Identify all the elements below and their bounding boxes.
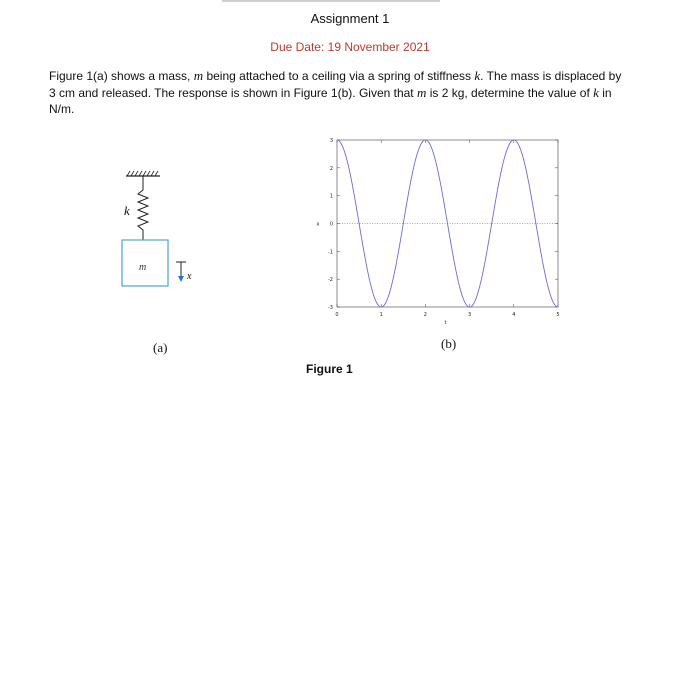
x-axis-label: t [444, 320, 447, 325]
problem-text-1: Figure 1(a) shows a mass, [49, 69, 194, 83]
displacement-label: x [187, 271, 192, 282]
problem-text-3: . The mass is displaced by 3 cm and released. The response is shown in Figure 1(b). Given that [49, 69, 622, 100]
y-tick-label: -3 [328, 305, 333, 311]
problem-text-2: being attached to a ceiling via a spring of stiffness [203, 69, 475, 83]
mass-spring-diagram [110, 168, 210, 303]
var-m: m [416, 84, 427, 100]
mass-label: m [139, 262, 147, 273]
var-m: m [193, 68, 204, 83]
problem-text-4: is 2 kg, determine the value of [426, 85, 594, 100]
spring-label: k [124, 203, 130, 218]
y-axis-label: x [316, 221, 320, 228]
y-tick-label: 3 [329, 138, 333, 144]
var-k: k [474, 68, 481, 83]
problem-text-5: in N/m. [49, 85, 612, 116]
y-tick-label: -2 [328, 277, 333, 284]
x-tick-label: 5 [556, 312, 560, 318]
due-date: Due Date: 19 November 2021 [270, 40, 430, 54]
x-tick-label: 1 [379, 312, 383, 318]
x-tick-label: 4 [512, 312, 516, 318]
y-tick-label: 2 [329, 165, 333, 172]
var-k: k [593, 84, 599, 100]
figure-caption: Figure 1 [306, 362, 353, 376]
figure-a-caption: (a) [153, 340, 168, 355]
spring [138, 176, 148, 240]
ceiling-hatch [126, 171, 160, 176]
y-tick-label: -1 [328, 249, 333, 256]
displacement-arrow [176, 262, 186, 282]
y-tick-label: 1 [329, 193, 333, 200]
assignment-title: Assignment 1 [310, 11, 390, 26]
y-tick-label: 0 [329, 221, 333, 228]
response-plot [310, 130, 570, 325]
x-tick-label: 0 [335, 312, 339, 318]
x-tick-label: 2 [423, 312, 427, 318]
x-tick-label: 3 [468, 312, 472, 318]
problem-statement [49, 68, 624, 118]
figure-b-caption: (b) [441, 336, 457, 351]
top-rule [222, 0, 440, 2]
